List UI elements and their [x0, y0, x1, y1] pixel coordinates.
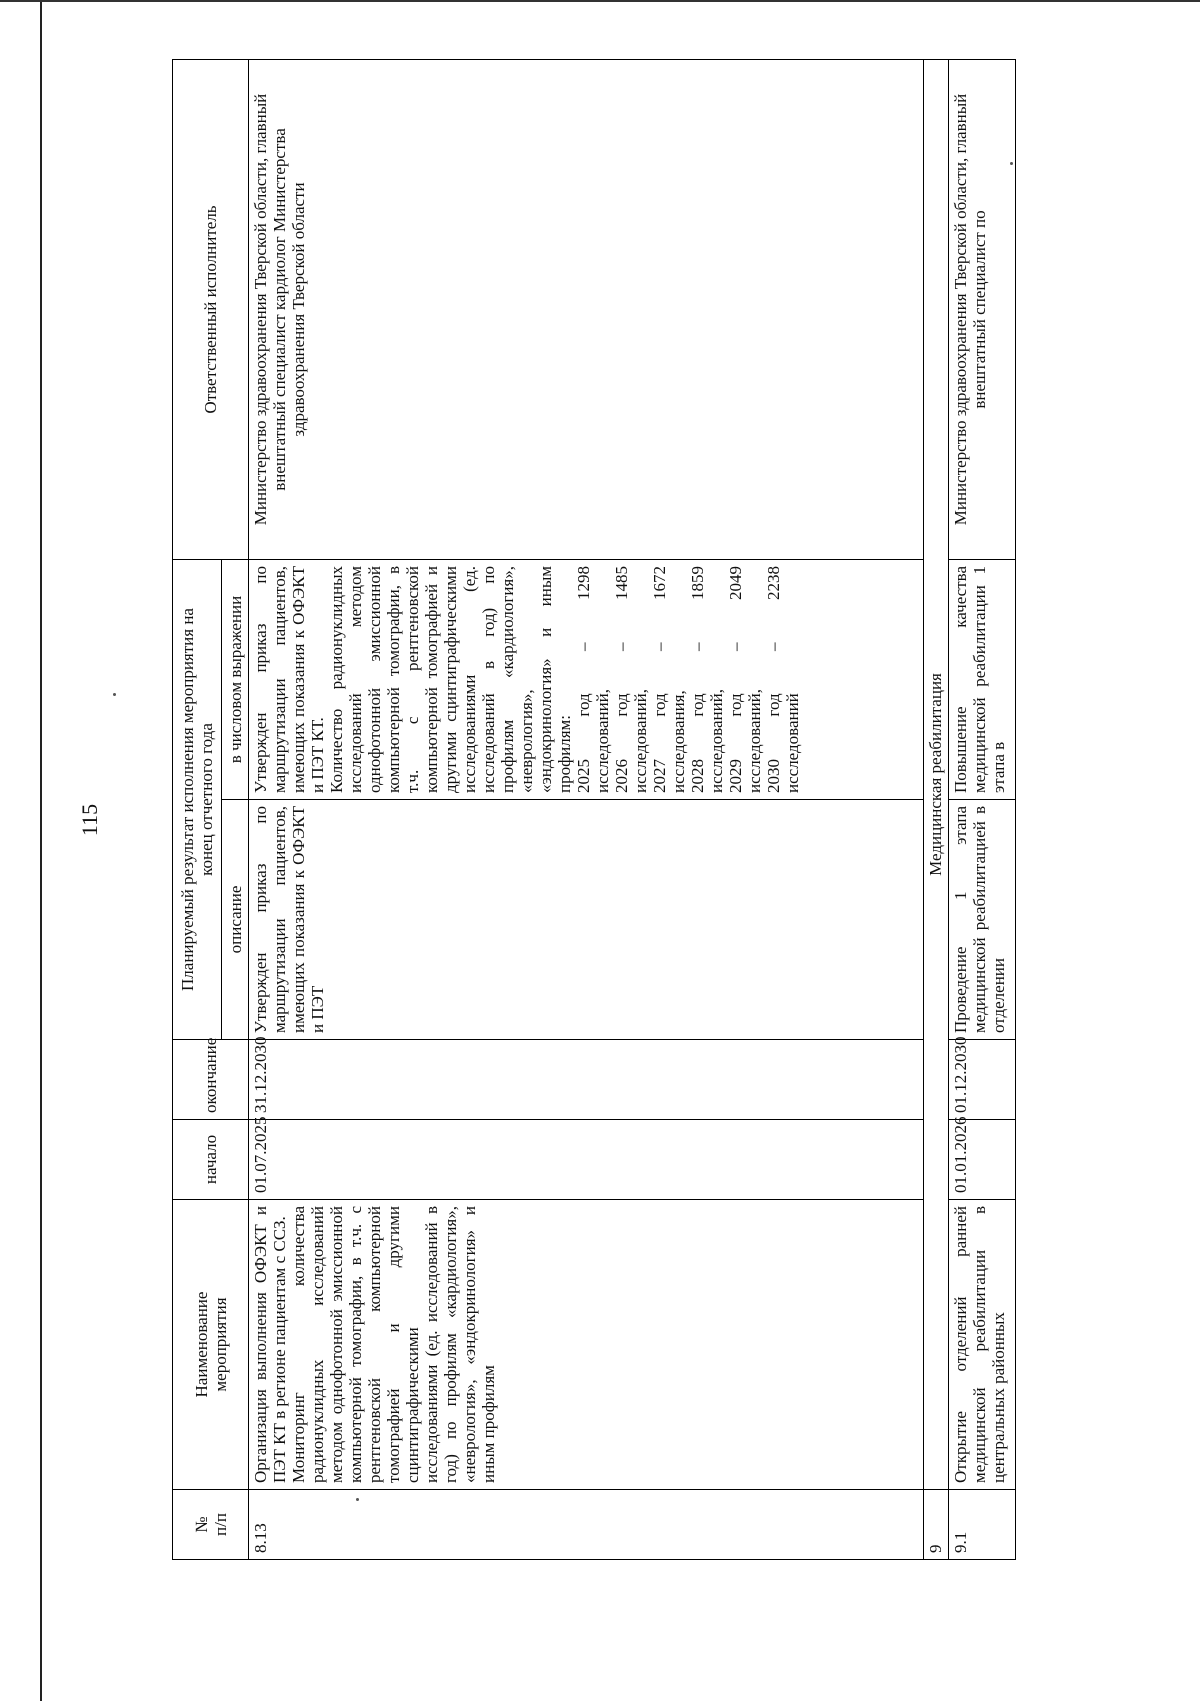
header-num: № п/п [173, 1490, 249, 1560]
year-value-line [574, 566, 593, 793]
row-number: 9.1 [949, 1490, 1016, 1560]
result-numeric [249, 560, 924, 800]
scan-speck [113, 693, 116, 696]
result-numeric: Повышение качества медицинской реабилитации 1 этапа в [949, 560, 1016, 800]
year-value-line [688, 566, 707, 793]
activity-name: Открытие отделений ранней медицинской реабилитации в центральных районных [949, 1200, 1016, 1490]
start-date: 01.01.2026 [949, 1120, 1016, 1200]
plan-table [172, 59, 1016, 1560]
year-year: 2028 [688, 759, 707, 793]
year-value-line [650, 566, 669, 793]
year-unit: исследований, [745, 688, 764, 793]
year-unit: исследований [783, 693, 802, 793]
year-year: 2030 [764, 759, 783, 793]
year-year: 2027 [650, 759, 669, 793]
header-result-description: описание [222, 800, 249, 1040]
year-word: год [574, 693, 593, 717]
responsible-executor: Министерство здравоохранения Тверской области, главный внештатный специалист по [949, 60, 1016, 560]
header-name: Наименование мероприятия [173, 1200, 249, 1490]
year-unit: исследований, [631, 688, 650, 793]
year-value-line [726, 566, 745, 793]
year-word: год [726, 693, 745, 717]
header-responsible: Ответственный исполнитель [173, 60, 249, 560]
year-dash: – [726, 642, 745, 651]
year-word: год [612, 693, 631, 717]
table-row [949, 60, 1016, 1560]
section-row [924, 60, 949, 1560]
result-numeric-text: Утвержден приказ по маршрутизации пациентов, имеющих показания к ОФЭКТ и ПЭТ КТ. Количество радионуклидных исследований методом однофотонной эмиссионной компьютерной томографии, в т.ч. с рентгеновской компьютерной томографией и другими сцинтиграфическими исследованиями (ед. исследований в год) по профилям «кардиология», «неврология», «эндокринология» и иным профилям: [251, 566, 574, 793]
year-unit: исследований, [707, 688, 726, 793]
end-date: 31.12.2030 [249, 1040, 924, 1120]
year-unit: исследований, [593, 688, 612, 793]
year-value: 1298 [574, 566, 593, 601]
result-description: Проведение 1 этапа медицинской реабилитацией в отделении [949, 800, 1016, 1040]
header-result: Планируемый результат исполнения мероприятия на конец отчетного года [173, 560, 222, 1040]
table-row [249, 60, 924, 1560]
end-date: 01.12.2030 [949, 1040, 1016, 1120]
year-values-list [574, 566, 802, 793]
header-row [173, 60, 222, 1560]
year-value: 1672 [650, 566, 669, 601]
year-unit: исследования, [669, 690, 688, 793]
result-description: Утвержден приказ по маршрутизации пациентов, имеющих показания к ОФЭКТ и ПЭТ [249, 800, 924, 1040]
page-top-border [0, 0, 1200, 2]
year-dash: – [688, 642, 707, 651]
year-dash: – [650, 642, 669, 651]
section-number: 9 [924, 1490, 949, 1560]
year-value: 1859 [688, 566, 707, 601]
header-end: окончание [173, 1040, 249, 1120]
year-word: год [688, 693, 707, 717]
year-dash: – [612, 642, 631, 651]
year-dash: – [764, 642, 783, 651]
scan-speck [1010, 162, 1013, 165]
year-value: 2238 [764, 566, 783, 601]
year-word: год [650, 693, 669, 717]
year-year: 2026 [612, 759, 631, 793]
row-number: 8.13 [249, 1490, 924, 1560]
year-year: 2029 [726, 759, 745, 793]
header-result-numeric: в числовом выражении [222, 560, 249, 800]
year-value: 1485 [612, 566, 631, 601]
year-year: 2025 [574, 759, 593, 793]
year-value-line [764, 566, 783, 793]
page-number: 115 [77, 803, 102, 837]
activity-name: Организация выполнения ОФЭКТ и ПЭТ КТ в регионе пациентам с ССЗ. Мониторинг количества радионуклидных исследований методом однофотонной эмиссионной компьютерной томографии, в т.ч. с рентгеновской компьютерной томографией и другими сцинтиграфическими исследованиями (ед. исследований в год) по профилям «кардиология», «неврология», «эндокринология» и иным профилям [249, 1200, 924, 1490]
start-date: 01.07.2025 [249, 1120, 924, 1200]
year-value: 2049 [726, 566, 745, 601]
year-dash: – [574, 642, 593, 651]
header-start: начало [173, 1120, 249, 1200]
scan-speck [356, 1498, 359, 1501]
page-left-border [40, 0, 42, 1701]
year-value-line [612, 566, 631, 793]
responsible-executor: Министерство здравоохранения Тверской области, главный внештатный специалист кардиолог Министерства здравоохранения Тверской области [249, 60, 924, 560]
year-word: год [764, 693, 783, 717]
section-title: Медицинская реабилитация [924, 60, 949, 1490]
rotated-table-frame [172, 60, 1132, 1560]
